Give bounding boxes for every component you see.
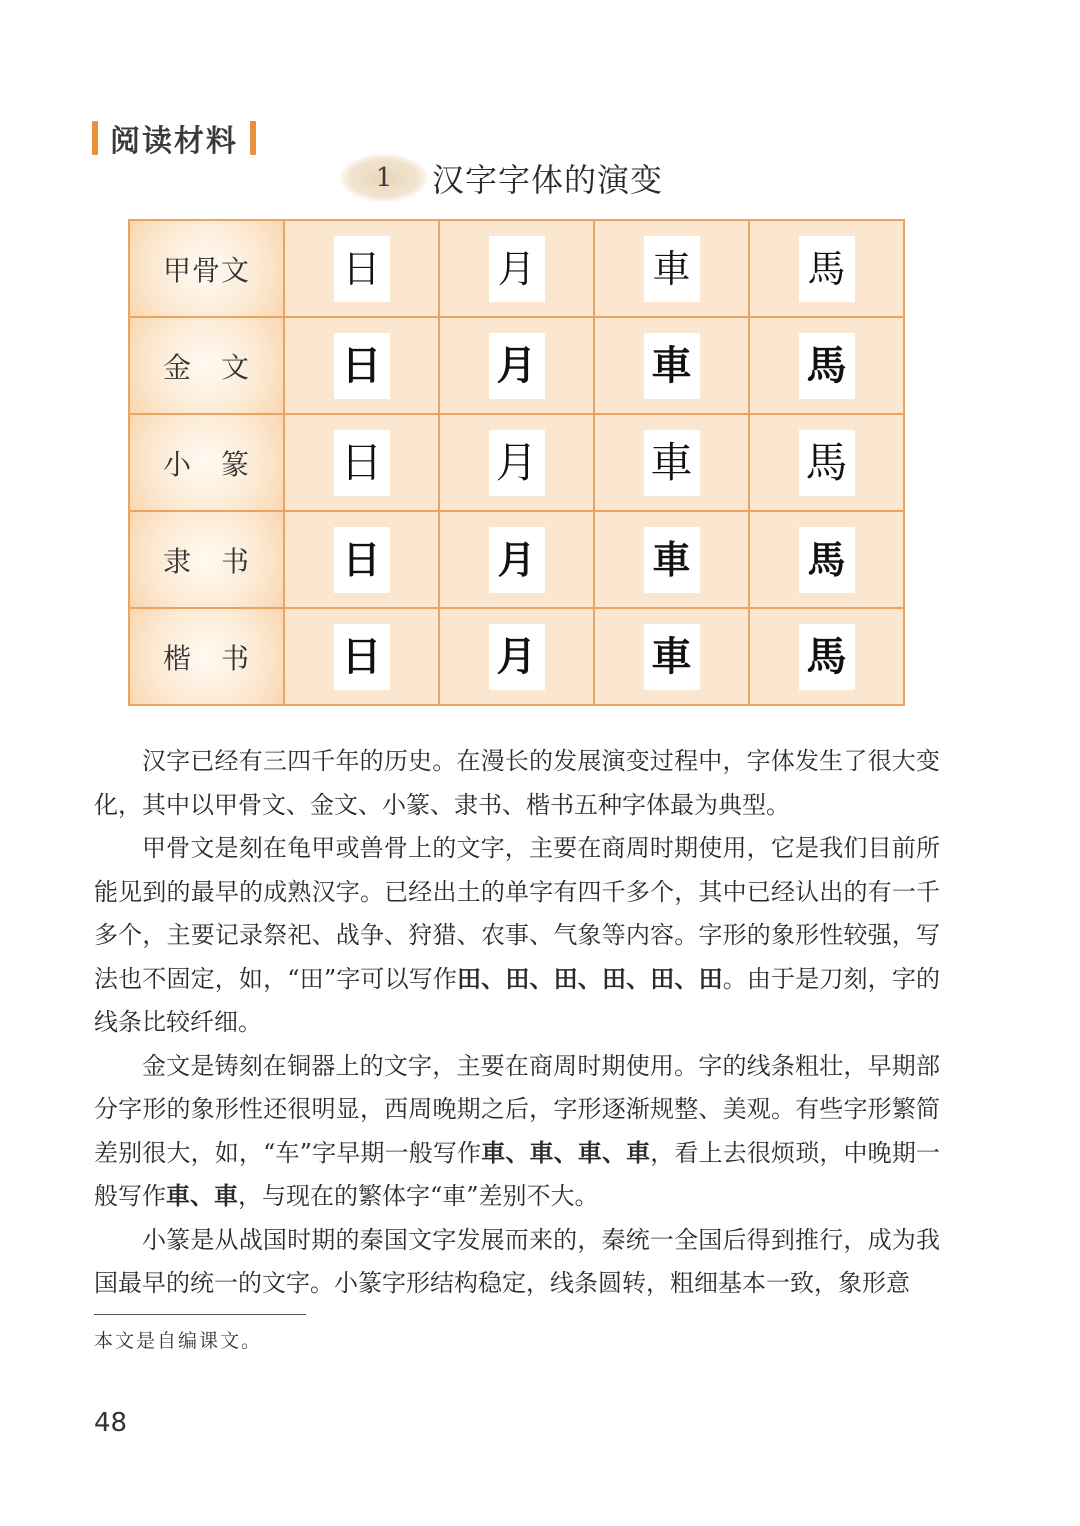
- glyph-image: 月: [489, 236, 545, 302]
- glyph-cell: [749, 511, 904, 608]
- glyph-image: 月: [489, 624, 545, 690]
- paragraph-text: 甲骨文是刻在龟甲或兽骨上的文字，主要在商周时期使用，它是我们目前所能见到的最早的成熟汉字。已经出土的单字有四千多个，其中已经认出的有一千多个，主要记录祭祀、战争、狩猎、农事、气象等内容。字形的象形性较强，写法也不固定，如，“田”字可以写作: [94, 834, 940, 993]
- table-row-jinwen: [129, 317, 904, 414]
- glyph-image: 馬: [799, 624, 855, 690]
- glyph-cell: [439, 511, 594, 608]
- glyph-image: 日: [334, 236, 390, 302]
- glyph-image: 月: [489, 430, 545, 496]
- glyph-cell: [594, 608, 749, 705]
- script-evolution-table: [128, 219, 905, 706]
- glyph-image: 車: [644, 527, 700, 593]
- paragraph-jiaguwen: [94, 827, 940, 1045]
- section-bar-right: [250, 121, 256, 155]
- paragraph-text: 金文是铸刻在铜器上的文字，主要在商周时期使用。字的线条粗壮，早期部分字形的象形性还很明显，西周晚期之后，字形逐渐规整、美观。有些字形繁简差别很大，如，“车”字早期一般写作: [94, 1051, 940, 1167]
- table-row-xiaozhuan: [129, 414, 904, 511]
- inline-glyph-variants: 車、車、車、車: [481, 1138, 651, 1167]
- glyph-image: 車: [644, 236, 700, 302]
- glyph-cell: [439, 608, 594, 705]
- glyph-image: 車: [644, 333, 700, 399]
- paragraph-text: ，与现在的繁体字“車”差别不大。: [238, 1182, 599, 1210]
- glyph-cell: [284, 608, 439, 705]
- page-number: 48: [94, 1408, 128, 1438]
- footnote-divider: [94, 1314, 306, 1315]
- glyph-cell: [284, 317, 439, 414]
- glyph-cell: [284, 511, 439, 608]
- paragraph-xiaozhuan: 小篆是从战国时期的秦国文字发展而来的，秦统一全国后得到推行，成为我国最早的统一的文字。小篆字形结构稳定，线条圆转，粗细基本一致，象形意: [94, 1225, 940, 1297]
- table-row-kaishu: [129, 608, 904, 705]
- glyph-cell: [594, 317, 749, 414]
- glyph-cell: [284, 220, 439, 317]
- table-row-lishu: [129, 511, 904, 608]
- section-label-text: 阅读材料: [110, 124, 238, 159]
- lesson-title: [340, 150, 663, 206]
- glyph-image: 日: [334, 527, 390, 593]
- lesson-title-text: 汉字字体的演变: [432, 161, 664, 199]
- glyph-image: 馬: [799, 236, 855, 302]
- glyph-image: 車: [644, 430, 700, 496]
- glyph-image: 日: [334, 333, 390, 399]
- glyph-image: 車: [644, 624, 700, 690]
- paragraph-intro: 汉字已经有三四千年的历史。在漫长的发展演变过程中，字体发生了很大变化，其中以甲骨文、金文、小篆、隶书、楷书五种字体最为典型。: [94, 747, 940, 819]
- glyph-cell: [749, 220, 904, 317]
- row-label: 金 文: [129, 317, 284, 414]
- row-label: 小 篆: [129, 414, 284, 511]
- glyph-cell: [284, 414, 439, 511]
- row-label: 隶 书: [129, 511, 284, 608]
- glyph-cell: [749, 317, 904, 414]
- glyph-image: 月: [489, 333, 545, 399]
- paragraph-jinwen: [94, 1045, 940, 1219]
- paragraph-text: ，看上去很烦琐，中晚期一般写作: [94, 1138, 940, 1210]
- glyph-cell: [749, 414, 904, 511]
- glyph-image: 日: [334, 624, 390, 690]
- glyph-image: 馬: [799, 333, 855, 399]
- glyph-cell: [594, 414, 749, 511]
- glyph-cell: [439, 317, 594, 414]
- glyph-cell: [594, 220, 749, 317]
- glyph-cell: [439, 220, 594, 317]
- glyph-image: 馬: [799, 527, 855, 593]
- table-row-jiaguwen: [129, 220, 904, 317]
- glyph-cell: [439, 414, 594, 511]
- glyph-cell: [749, 608, 904, 705]
- glyph-cell: [594, 511, 749, 608]
- inline-glyph-variants: 車、車: [166, 1182, 238, 1210]
- section-label: [92, 116, 256, 160]
- lesson-number-badge: 1: [340, 154, 428, 202]
- glyph-image: 馬: [799, 430, 855, 496]
- glyph-image: 日: [334, 430, 390, 496]
- row-label: 甲骨文: [129, 220, 284, 317]
- section-bar-left: [92, 121, 98, 155]
- inline-glyph-variants: 田、田、田、田、田、田: [457, 964, 723, 993]
- footnote: 本文是自编课文。: [94, 1330, 263, 1352]
- paragraph-text: 。由于是刀刻，字的线条比较纤细。: [94, 964, 940, 1036]
- row-label: 楷 书: [129, 608, 284, 705]
- glyph-image: 月: [489, 527, 545, 593]
- article-body: [94, 740, 940, 1306]
